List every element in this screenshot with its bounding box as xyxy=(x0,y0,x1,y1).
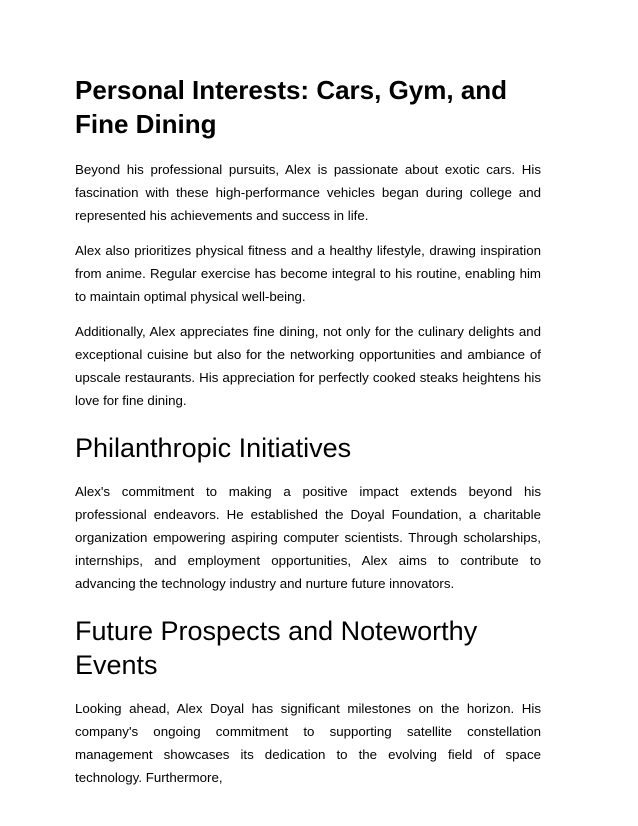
section-heading-personal-interests: Personal Interests: Cars, Gym, and Fine Dining xyxy=(75,75,508,139)
section-heading-future-prospects: Future Prospects and Noteworthy Events xyxy=(75,616,478,680)
paragraph-doyal-foundation: Alex's commitment to making a positive impact extends beyond his professional endeavors. He established the Doyal Foundation, a charitable organization empowering aspiring computer scientists. Through scholarships, internships, and employment opportunities, Alex aims to contribute to advancing the technology industry and nurture future innovators. xyxy=(75,484,541,591)
section-heading-philanthropic: Philanthropic Initiatives xyxy=(75,433,352,463)
paragraph-fine-dining: Additionally, Alex appreciates fine dining, not only for the culinary delights and exceptional cuisine but also for the networking opportunities and ambiance of upscale restaurants. His appreciation for perfectly cooked steaks heightens his love for fine dining. xyxy=(75,324,541,408)
paragraph-exotic-cars: Beyond his professional pursuits, Alex is passionate about exotic cars. His fascination with these high-performance vehicles began during college and represented his achievements and success in life. xyxy=(75,162,541,223)
document-page xyxy=(75,73,541,789)
paragraph-milestones: Looking ahead, Alex Doyal has significant milestones on the horizon. His company's ongoing commitment to supporting satellite constellation management showcases its dedication to the evolving field of space technology. Furthermore, xyxy=(75,701,541,785)
paragraph-fitness: Alex also prioritizes physical fitness and a healthy lifestyle, drawing inspiration from anime. Regular exercise has become integral to his routine, enabling him to maintain optimal physical well-being. xyxy=(75,243,541,304)
